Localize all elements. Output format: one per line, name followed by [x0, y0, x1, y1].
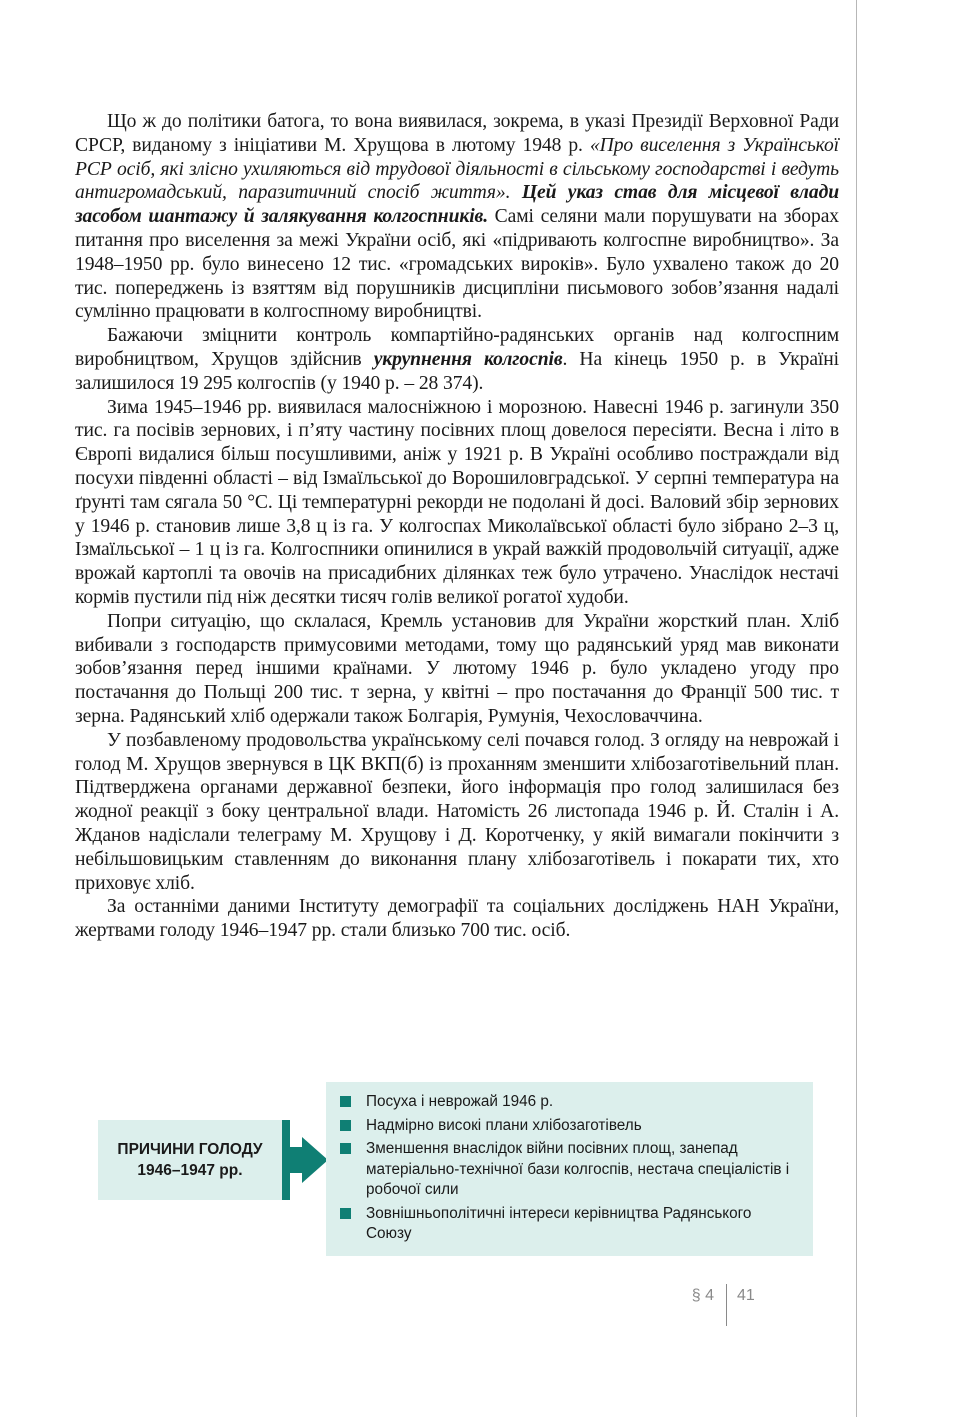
causes-title-line2: 1946–1947 рр. — [137, 1162, 243, 1179]
causes-title-line1: ПРИЧИНИ ГОЛОДУ — [117, 1141, 263, 1158]
square-bullet-icon — [340, 1208, 351, 1219]
list-item — [338, 1116, 801, 1137]
page-number: 41 — [737, 1287, 755, 1304]
paragraph-text: Бажаючи зміцнити контроль компартійно-радянських органів над колгоспним виробництвом, Хрущов здійснив — [75, 325, 839, 370]
square-bullet-icon — [340, 1096, 351, 1107]
paragraph-text: Що ж до політики батога, то вона виявилася, зокрема, в указі Президії Верховної Ради СРСР, виданому з ініціативи М. Хрущова в лютому 1948 р. — [75, 111, 839, 156]
arrow-right-icon — [288, 1137, 328, 1183]
list-item — [338, 1092, 801, 1113]
paragraph-consolidation — [75, 324, 839, 395]
page-edge-rule — [856, 0, 857, 1417]
square-bullet-icon — [340, 1120, 351, 1131]
cause-text: Зменшення внаслідок війни посівних площ, занепад матеріально-технічної бази колгоспів, нестача спеціалістів і робочої сили — [366, 1140, 790, 1198]
body-text — [75, 110, 839, 943]
spacer-text — [510, 182, 521, 203]
paragraph-famine: У позбавленому продовольства українському селі почався голод. З огляду на неврожай і голод М. Хрущов звернувся в ЦК ВКП(б) із проханням зменшити хлібозаготівельний план. Підтверджена органами державної безпеки, його інформація про голод залишилася без жодної реакції з боку центральної влади. Натомість 26 листопада 1946 р. Й. Сталін і А. Жданов надіслали телеграму М. Хрущову і Д. Коротченку, у якій вимагали покінчити з небільшовицьким ставленням до виконання плану хлібозаготівель і покарати тих, хто приховує хліб. — [75, 729, 839, 894]
list-item — [338, 1139, 801, 1201]
paragraph-kremlin-plan: Попри ситуацію, що склалася, Кремль установив для України жорсткий план. Хліб вибивали з господарств примусовими методами, тому що радянський уряд мав виконати зобов’язання перед іншими країнами. У лютому 1946 р. було укладено угоду про постачання до Польщі 200 тис. т зерна, у квітні – про постачання до Франції 500 тис. т зерна. Радянський хліб одержали також Болгарія, Румунія, Чехословаччина. — [75, 610, 839, 727]
section-marker: § 4 — [691, 1287, 714, 1304]
paragraph-victims: За останніми даними Інституту демографії та соціальних досліджень НАН України, жертвами голоду 1946–1947 рр. стали близько 700 тис. осіб. — [75, 896, 839, 942]
list-item — [338, 1204, 801, 1245]
cause-text: Надмірно високі плани хлібозаготівель — [366, 1116, 642, 1134]
paragraph-drought: Зима 1945–1946 рр. виявилася малосніжною і морозною. Навесні 1946 р. загинули 350 тис. га посівів зернових, і п’яту частину посівних площ довелося пересіяти. Весна і літо в Європі видалися більш посушливими, аніж у 1921 р. В Україні особливо постраждали від посухи південні області – від Ізмаїльської до Ворошиловградської. У серпні температура на ґрунті там сягала 50 °С. Ці температурні рекорди не подолані й досі. Валовий збір зернових у 1946 р. становив лише 3,8 ц із га. У колгоспах Миколаївської області було зібрано 2–3 ц, Ізмаїльської – 1 ц із га. Колгоспники опинилися в украй важкій продовольчій ситуації, адже врожай картоплі та овочів на присадибних ділянках теж було утрачено. Унаслідок нестачі кормів пустили під ніж десятки тисяч голів великої рогатої худоби. — [75, 396, 839, 608]
square-bullet-icon — [340, 1143, 351, 1154]
consolidation-term-bold: укрупнення колгоспів — [373, 348, 563, 370]
paragraph-text: . На кінець 1950 р. в Україні залишилося 19 295 колгоспів (у 1940 р. – 28 374). — [75, 348, 839, 394]
famine-causes-title — [98, 1120, 282, 1200]
causes-list-panel — [326, 1082, 813, 1256]
decree-emphasis-bold: Цей указ став для місцевої влади засобом шантажу й залякування колгоспників. — [75, 182, 839, 228]
paragraph-decree — [75, 110, 839, 324]
decree-title-italic: «Про виселення з Української РСР осіб, які злісно ухиляються від трудової діяльності в сільському господарстві і ведуть антигромадський, паразитичний спосіб життя». — [75, 134, 839, 204]
causes-list — [326, 1082, 813, 1245]
paragraph-text: Самі селяни мали порушувати на зборах питання про виселення за межі України осіб, які «підривають колгоспне виробництво». За 1948–1950 рр. було винесено 12 тис. «громадських вироків». Було ухвалено також до 20 тис. попереджень із взяттям від порушників дисципліни письмового зобов’язання надалі сумлінно працювати в колгоспному виробництві. — [75, 206, 839, 323]
footer-divider — [726, 1284, 727, 1326]
cause-text: Зовнішньополітичні інтереси керівництва Радянського Союзу — [366, 1204, 752, 1242]
cause-text: Посуха і неврожай 1946 р. — [366, 1093, 554, 1110]
